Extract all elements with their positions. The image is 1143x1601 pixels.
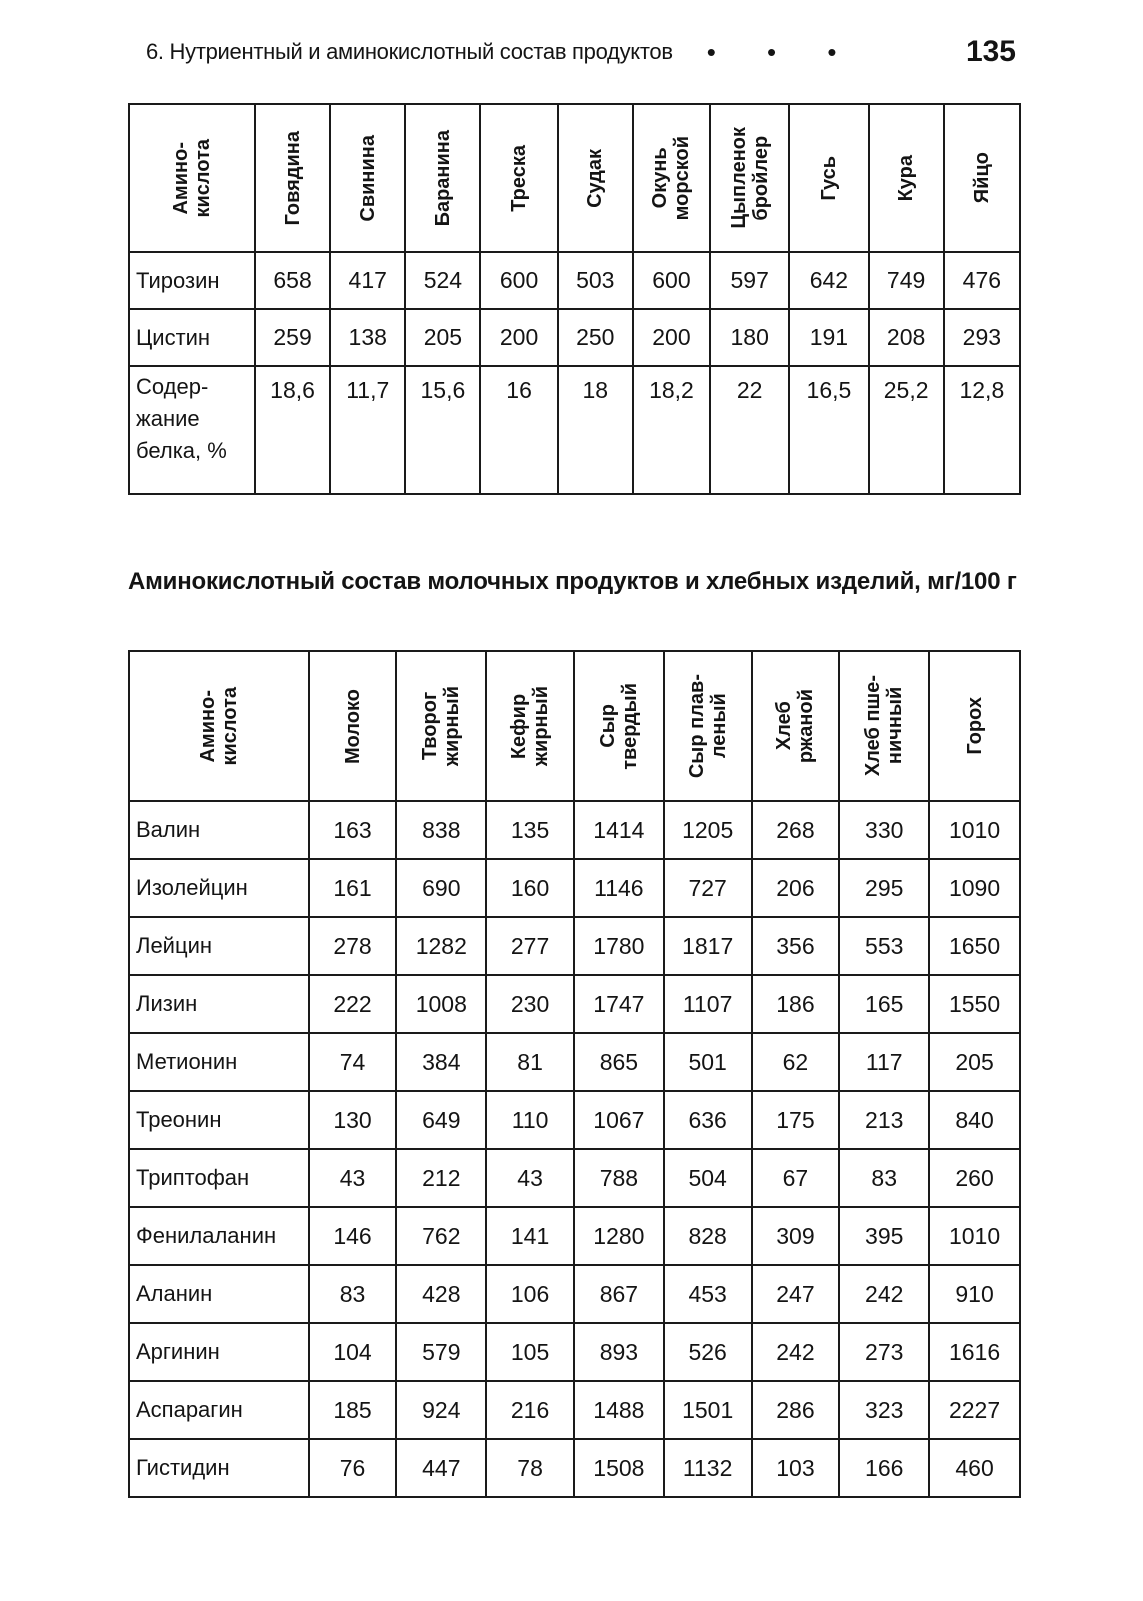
table-cell: 242 [752, 1323, 840, 1381]
table-cell: 185 [309, 1381, 397, 1439]
table-cell: 600 [480, 252, 557, 309]
table-cell: 135 [486, 801, 574, 859]
column-header [574, 651, 664, 801]
table-cell: 1550 [929, 975, 1020, 1033]
table-cell: 105 [486, 1323, 574, 1381]
column-header [558, 104, 633, 252]
table-cell: 146 [309, 1207, 397, 1265]
table-cell: 141 [486, 1207, 574, 1265]
table-cell: 476 [944, 252, 1020, 309]
table-cell: 110 [486, 1091, 574, 1149]
table-cell: 43 [486, 1149, 574, 1207]
table-cell: 867 [574, 1265, 664, 1323]
table-cell: 43 [309, 1149, 397, 1207]
table-cell: 1616 [929, 1323, 1020, 1381]
table-cell: 690 [396, 859, 486, 917]
table-cell: 216 [486, 1381, 574, 1439]
table-cell: 250 [558, 309, 633, 366]
table-cell: 18,2 [633, 366, 710, 494]
table-cell: 166 [839, 1439, 929, 1497]
table-cell: 230 [486, 975, 574, 1033]
table-cell: 658 [255, 252, 330, 309]
column-header [255, 104, 330, 252]
table-cell: 208 [869, 309, 944, 366]
table-cell: 1146 [574, 859, 664, 917]
table-cell: 503 [558, 252, 633, 309]
column-header [129, 651, 309, 801]
column-header-label: Цыпленок бройлер [727, 127, 772, 229]
row-label: Лизин [129, 975, 309, 1033]
column-header-label: Свинина [356, 134, 379, 222]
table-cell: 222 [309, 975, 397, 1033]
column-header [633, 104, 710, 252]
table-cell: 213 [839, 1091, 929, 1149]
table-cell: 524 [405, 252, 480, 309]
table-cell: 1107 [664, 975, 752, 1033]
table-cell: 330 [839, 801, 929, 859]
row-label: Триптофан [129, 1149, 309, 1207]
table-cell: 428 [396, 1265, 486, 1323]
table-cell: 417 [330, 252, 405, 309]
table-row [129, 366, 1020, 494]
table-cell: 636 [664, 1091, 752, 1149]
row-label: Метионин [129, 1033, 309, 1091]
table-row [129, 917, 1020, 975]
table-cell: 130 [309, 1091, 397, 1149]
table-cell: 553 [839, 917, 929, 975]
table-cell: 205 [405, 309, 480, 366]
table-cell: 11,7 [330, 366, 405, 494]
table-cell: 1817 [664, 917, 752, 975]
table-cell: 453 [664, 1265, 752, 1323]
table-cell: 67 [752, 1149, 840, 1207]
column-header-label: Окунь морской [649, 135, 694, 221]
table-cell: 309 [752, 1207, 840, 1265]
column-header-label: Яйцо [970, 152, 993, 204]
table-cell: 840 [929, 1091, 1020, 1149]
row-label: Треонин [129, 1091, 309, 1149]
table-cell: 1280 [574, 1207, 664, 1265]
table-row [129, 1091, 1020, 1149]
column-header-label: Гусь [817, 155, 840, 201]
table-cell: 62 [752, 1033, 840, 1091]
table-cell: 175 [752, 1091, 840, 1149]
row-label: Аспарагин [129, 1381, 309, 1439]
table-cell: 1747 [574, 975, 664, 1033]
table-cell: 1090 [929, 859, 1020, 917]
section-title: Аминокислотный состав молочных продуктов и хлебных изделий, мг/100 г [128, 568, 1017, 595]
table-row [129, 1323, 1020, 1381]
table-cell: 205 [929, 1033, 1020, 1091]
table-cell: 1488 [574, 1381, 664, 1439]
table-cell: 180 [710, 309, 789, 366]
table-cell: 828 [664, 1207, 752, 1265]
table-cell: 1010 [929, 801, 1020, 859]
page-number: 135 [965, 35, 1016, 68]
table-cell: 924 [396, 1381, 486, 1439]
column-header-label: Амино- кислота [196, 686, 241, 766]
table-cell: 81 [486, 1033, 574, 1091]
column-header [664, 651, 752, 801]
table-row [129, 1381, 1020, 1439]
table-row [129, 801, 1020, 859]
table-cell: 788 [574, 1149, 664, 1207]
table-cell: 15,6 [405, 366, 480, 494]
column-header [869, 104, 944, 252]
column-header-label: Хлеб пше- ничный [862, 675, 907, 777]
table-cell: 76 [309, 1439, 397, 1497]
column-header [129, 104, 255, 252]
column-header [944, 104, 1020, 252]
row-label: Фенилаланин [129, 1207, 309, 1265]
row-label: Аргинин [129, 1323, 309, 1381]
table-cell: 460 [929, 1439, 1020, 1497]
row-label: Изолейцин [129, 859, 309, 917]
table-row [129, 975, 1020, 1033]
table-cell: 504 [664, 1149, 752, 1207]
table-cell: 727 [664, 859, 752, 917]
table-cell: 16 [480, 366, 557, 494]
column-header-label: Творог жирный [419, 685, 464, 767]
column-header-label: Говядина [281, 130, 304, 226]
table-cell: 22 [710, 366, 789, 494]
row-label: Содер- жание белка, % [129, 366, 255, 494]
column-header [309, 651, 397, 801]
table-cell: 103 [752, 1439, 840, 1497]
row-label: Аланин [129, 1265, 309, 1323]
table-cell: 1067 [574, 1091, 664, 1149]
table-cell: 268 [752, 801, 840, 859]
table-cell: 1780 [574, 917, 664, 975]
table-cell: 106 [486, 1265, 574, 1323]
table-cell: 762 [396, 1207, 486, 1265]
table-cell: 277 [486, 917, 574, 975]
table-cell: 163 [309, 801, 397, 859]
table-cell: 600 [633, 252, 710, 309]
table-cell: 2227 [929, 1381, 1020, 1439]
table-cell: 295 [839, 859, 929, 917]
column-header-label: Амино- кислота [169, 138, 214, 218]
table-cell: 117 [839, 1033, 929, 1091]
row-label: Тирозин [129, 252, 255, 309]
column-header-label: Сыр плав- леный [685, 673, 730, 779]
table-cell: 1414 [574, 801, 664, 859]
table-cell: 273 [839, 1323, 929, 1381]
table-cell: 186 [752, 975, 840, 1033]
table-cell: 74 [309, 1033, 397, 1091]
table-cell: 526 [664, 1323, 752, 1381]
column-header [486, 651, 574, 801]
table-cell: 323 [839, 1381, 929, 1439]
table-cell: 384 [396, 1033, 486, 1091]
table-row [129, 1439, 1020, 1497]
table-cell: 1650 [929, 917, 1020, 975]
table-cell: 649 [396, 1091, 486, 1149]
table-cell: 865 [574, 1033, 664, 1091]
column-header-label: Кура [895, 154, 918, 202]
column-header [789, 104, 868, 252]
column-header [929, 651, 1020, 801]
table-cell: 191 [789, 309, 868, 366]
row-label: Цистин [129, 309, 255, 366]
table-cell: 18 [558, 366, 633, 494]
table-row [129, 1207, 1020, 1265]
header-dots: • • • [706, 37, 859, 67]
column-header [396, 651, 486, 801]
table-row [129, 1149, 1020, 1207]
column-header-label: Баранина [431, 129, 454, 227]
column-header-label: Кефир жирный [508, 685, 553, 767]
table-cell: 642 [789, 252, 868, 309]
table-cell: 356 [752, 917, 840, 975]
table-cell: 212 [396, 1149, 486, 1207]
row-label: Лейцин [129, 917, 309, 975]
row-label: Гистидин [129, 1439, 309, 1497]
table-cell: 206 [752, 859, 840, 917]
table-cell: 1508 [574, 1439, 664, 1497]
table-cell: 1008 [396, 975, 486, 1033]
table-row [129, 1265, 1020, 1323]
table-cell: 1205 [664, 801, 752, 859]
table-cell: 104 [309, 1323, 397, 1381]
table-cell: 247 [752, 1265, 840, 1323]
meat-amino-table [128, 103, 1021, 495]
table-cell: 910 [929, 1265, 1020, 1323]
table-cell: 16,5 [789, 366, 868, 494]
table-cell: 83 [309, 1265, 397, 1323]
table-row [129, 252, 1020, 309]
column-header-label: Хлеб ржаной [773, 688, 818, 764]
column-header-label: Молоко [341, 688, 364, 764]
table-cell: 749 [869, 252, 944, 309]
table-cell: 838 [396, 801, 486, 859]
table-cell: 138 [330, 309, 405, 366]
column-header [405, 104, 480, 252]
table-row [129, 309, 1020, 366]
column-header [710, 104, 789, 252]
page-header [146, 30, 1016, 74]
row-label: Валин [129, 801, 309, 859]
table-cell: 259 [255, 309, 330, 366]
table-cell: 260 [929, 1149, 1020, 1207]
table-cell: 501 [664, 1033, 752, 1091]
table-cell: 25,2 [869, 366, 944, 494]
column-header [480, 104, 557, 252]
table-cell: 395 [839, 1207, 929, 1265]
table-cell: 165 [839, 975, 929, 1033]
table-cell: 242 [839, 1265, 929, 1323]
table-cell: 1282 [396, 917, 486, 975]
table-cell: 1501 [664, 1381, 752, 1439]
table-cell: 18,6 [255, 366, 330, 494]
table-cell: 447 [396, 1439, 486, 1497]
table-cell: 200 [633, 309, 710, 366]
column-header [752, 651, 840, 801]
table-header-row [129, 651, 1020, 801]
table-cell: 78 [486, 1439, 574, 1497]
table-cell: 1132 [664, 1439, 752, 1497]
column-header-label: Сыр твердый [596, 682, 641, 770]
table-cell: 160 [486, 859, 574, 917]
table-cell: 200 [480, 309, 557, 366]
table-cell: 278 [309, 917, 397, 975]
table-cell: 597 [710, 252, 789, 309]
table-cell: 161 [309, 859, 397, 917]
table-cell: 83 [839, 1149, 929, 1207]
table-cell: 286 [752, 1381, 840, 1439]
dairy-amino-table [128, 650, 1021, 1498]
running-title: 6. Нутриентный и аминокислотный состав продуктов [146, 39, 673, 64]
column-header-label: Судак [584, 148, 607, 208]
column-header-label: Горох [963, 697, 986, 755]
table-cell: 1010 [929, 1207, 1020, 1265]
table-cell: 12,8 [944, 366, 1020, 494]
table-cell: 893 [574, 1323, 664, 1381]
column-header-label: Треска [508, 144, 531, 212]
table-row [129, 1033, 1020, 1091]
table-cell: 293 [944, 309, 1020, 366]
table-cell: 579 [396, 1323, 486, 1381]
column-header [330, 104, 405, 252]
table-row [129, 859, 1020, 917]
column-header [839, 651, 929, 801]
table-header-row [129, 104, 1020, 252]
